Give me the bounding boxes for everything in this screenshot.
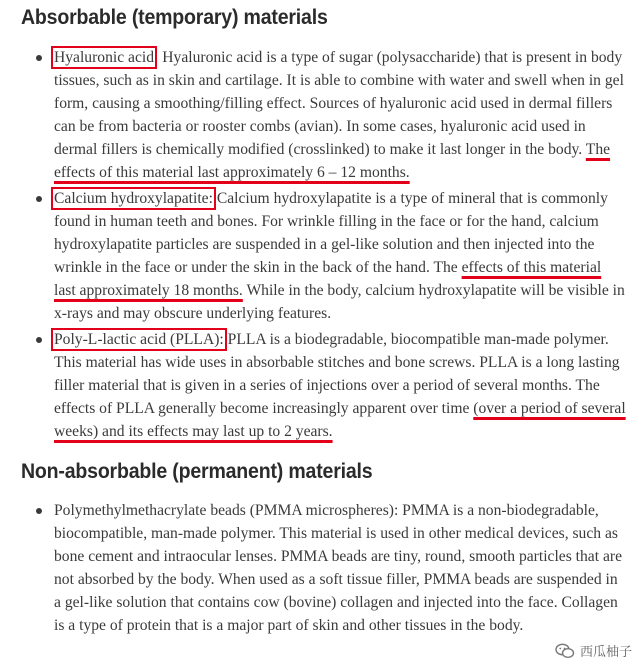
section-heading-absorbable: Absorbable (temporary) materials	[21, 6, 328, 29]
highlighted-duration: effects of this material last approximately 18 months.	[54, 258, 602, 299]
highlighted-duration: The effects of this material last approximately 6 – 12 months.	[54, 140, 611, 181]
item-body: Calcium hydroxylapatite is a type of mineral that is commonly found in human teeth and bones. For wrinkle filling in the face or for the hand, calcium hydroxylapatite particles are suspended in a gel-like solution and then injected into the wrinkle in the face or under the skin in the back of the hand. The	[54, 190, 608, 276]
term-label: Poly-L-lactic acid (PLLA):	[54, 331, 224, 348]
list-item-hyaluronic-acid	[54, 47, 626, 184]
item-text: Polymethylmethacrylate beads (PMMA microspheres): PMMA is a non-biodegradable, biocompatible, man-made polymer. This material is used in other medical devices, such as bone cement and intraocular lenses. PMMA beads are tiny, round, smooth particles that are not absorbed by the body. When used as a soft tissue filler, PMMA beads are suspended in a gel-like solution that contains cow (bovine) collagen and injected into the face. Collagen is a type of protein that is a major part of skin and other tissues in the body.	[54, 502, 622, 634]
watermark	[555, 641, 632, 660]
watermark-text: 西瓜柚子	[579, 645, 632, 660]
list-item-pmma	[54, 500, 626, 637]
bullet	[36, 196, 42, 202]
wechat-icon	[555, 643, 575, 659]
term-label: Calcium hydroxylapatite:	[54, 190, 213, 207]
bullet	[36, 55, 42, 61]
item-body: PLLA is a biodegradable, biocompatible man-made polymer. This material has wide uses in absorbable stitches and bone screws. PLLA is a long lasting filler material that is given in a series of injections over a period of several months. The effects of PLLA generally become increasingly apparent over time	[54, 331, 620, 417]
term-separator: :	[154, 49, 159, 66]
highlighted-duration: (over a period of several weeks) and its effects may last up to 2 years.	[54, 399, 626, 440]
list-item-calcium-hydroxylapatite	[54, 188, 626, 325]
section-heading-non-absorbable: Non-absorbable (permanent) materials	[21, 460, 373, 483]
bullet	[36, 508, 42, 514]
item-body: Hyaluronic acid is a type of sugar (polysaccharide) that is present in body tissues, such as in skin and cartilage. It is able to combine with water and swell when in gel form, causing a smoothing/filling effect. Sources of hyaluronic acid used in dermal fillers can be from bacteria or rooster combs (avian). In some cases, hyaluronic acid used in dermal fillers is chemically modified (crosslinked) to make it last longer in the body.	[54, 49, 624, 158]
item-tail: While in the body, calcium hydroxylapatite will be visible in x-rays and may obscure underlying features.	[54, 281, 625, 322]
bullet	[36, 337, 42, 343]
term-label: Hyaluronic acid	[54, 49, 155, 66]
list-item-plla	[54, 329, 626, 444]
